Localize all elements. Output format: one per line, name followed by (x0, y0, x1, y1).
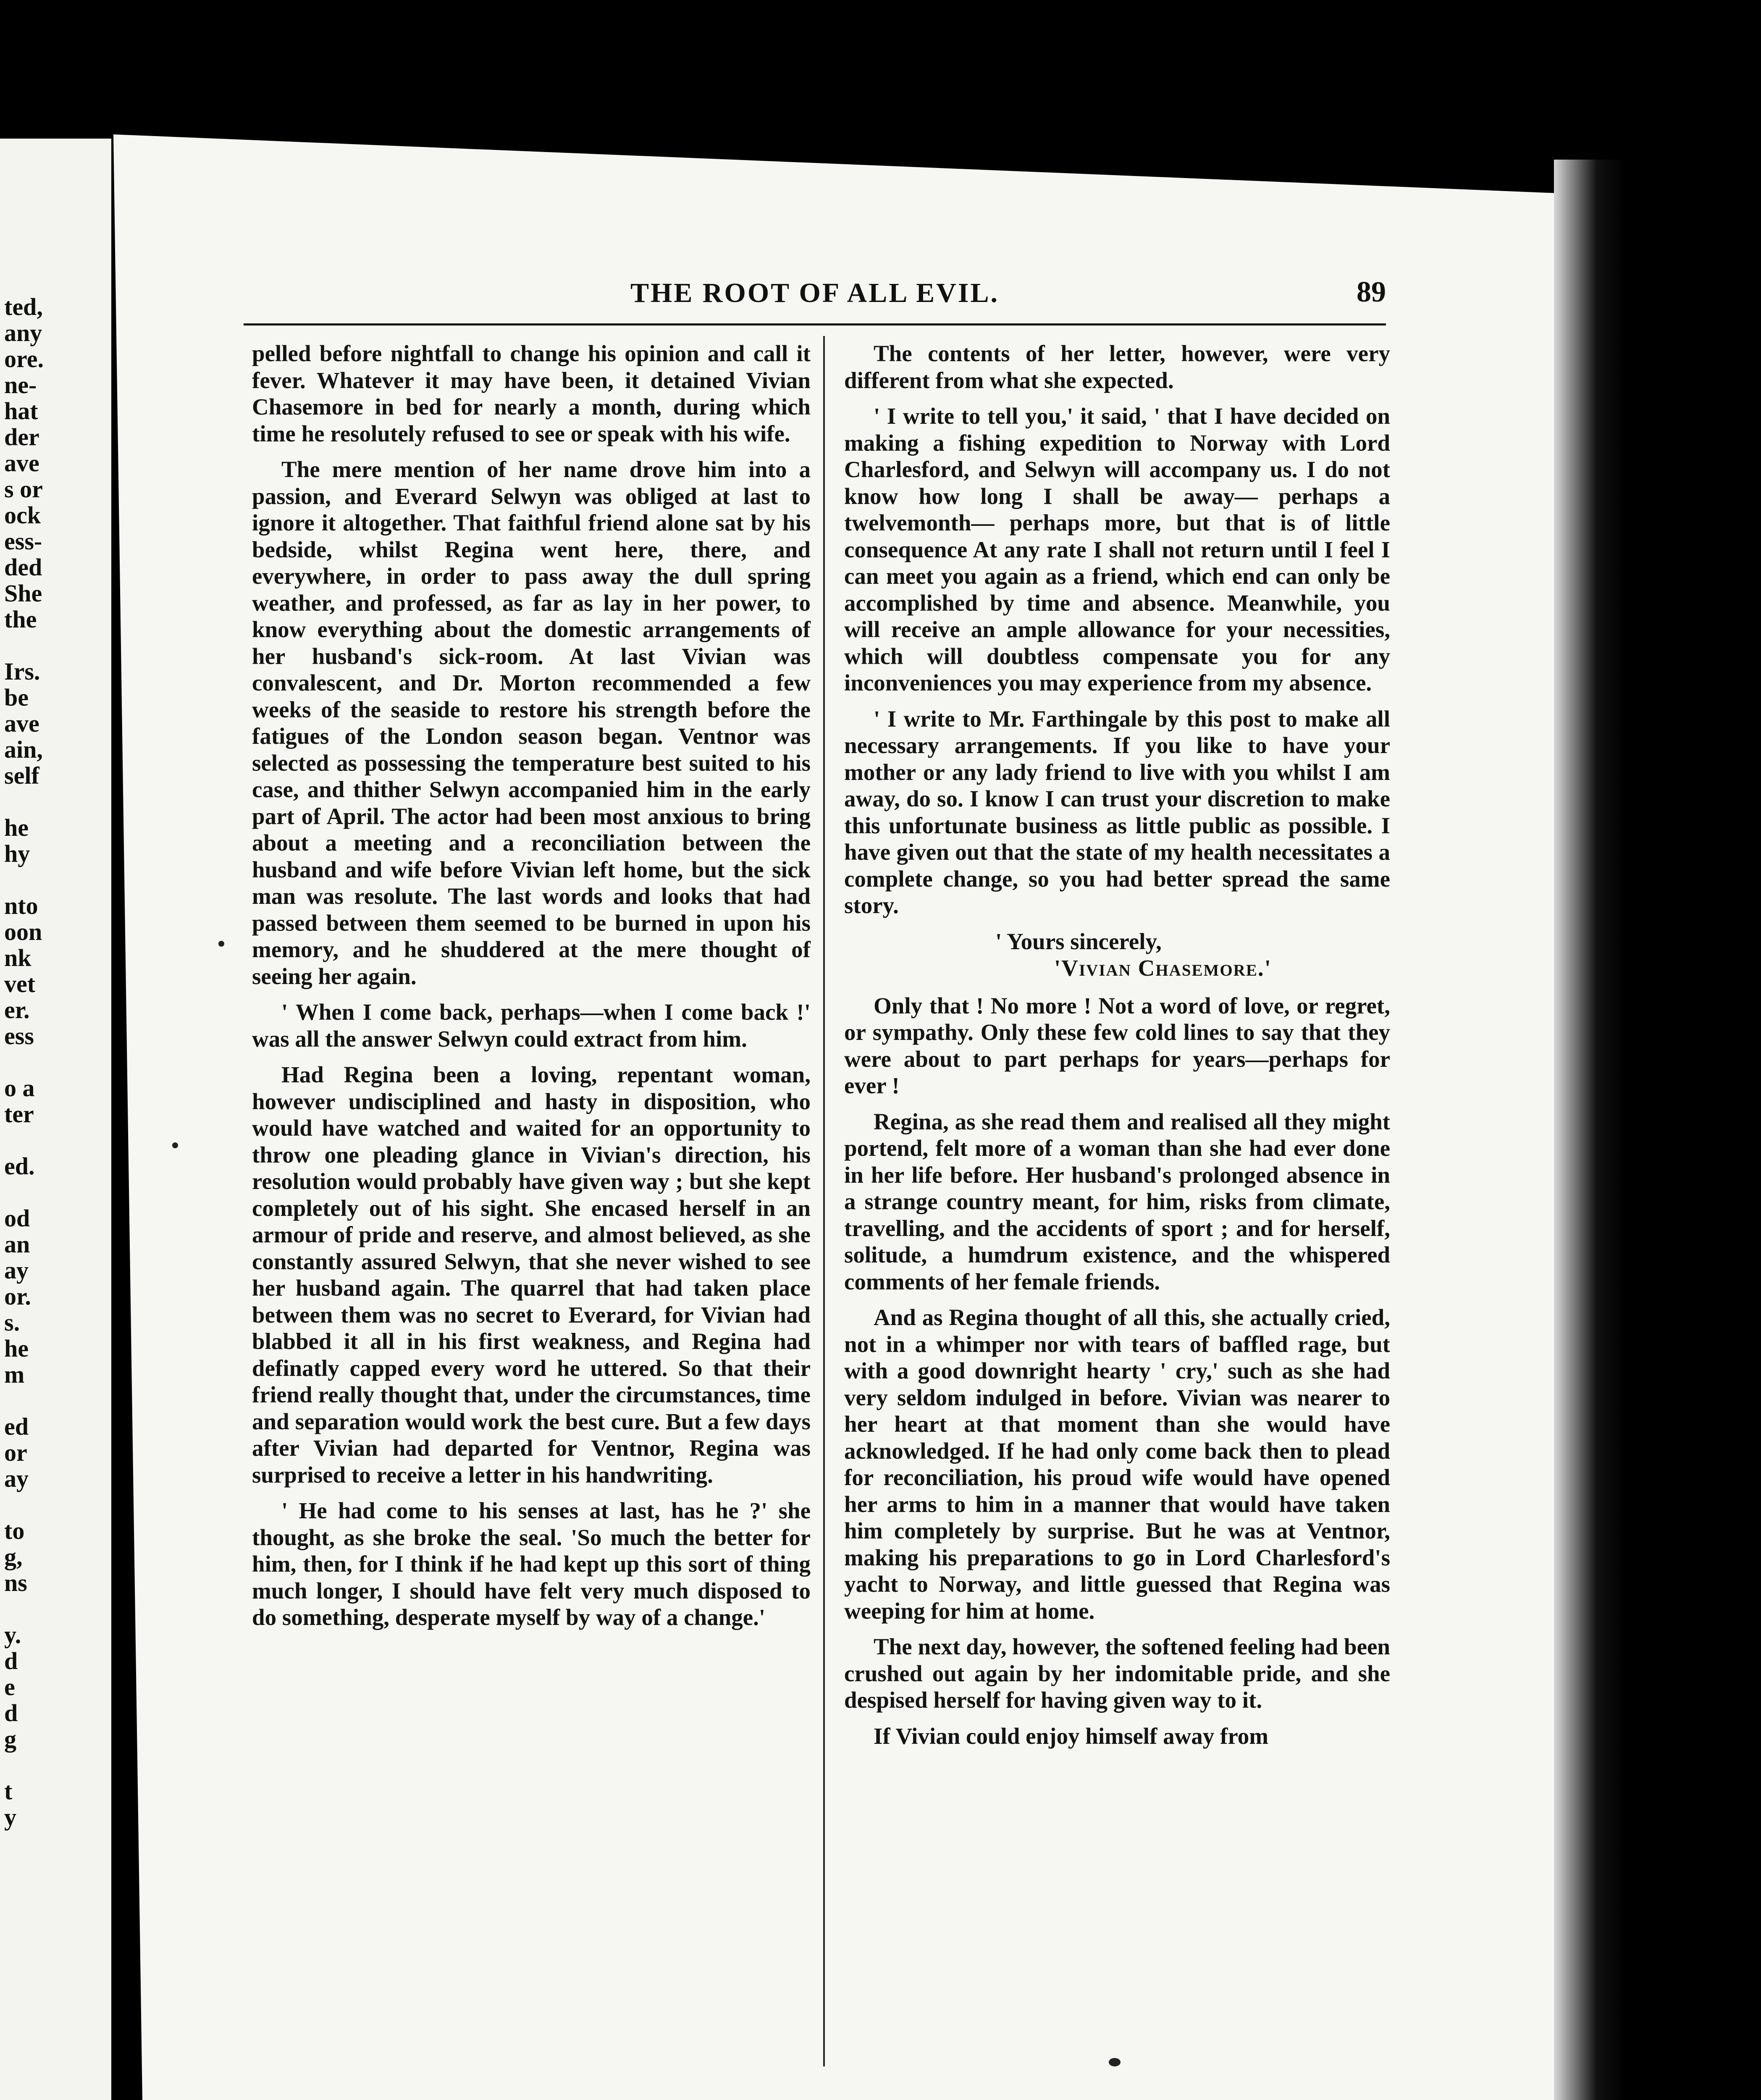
fragment-line: o a (4, 1074, 35, 1102)
print-speck (218, 941, 224, 947)
letter-paragraph: ' I write to Mr. Farthingale by this post to make all necessary arrangements. If you like to have your mother or any lady friend to live with you whilst I am away, do so. I know I can trust your discretion to make this unfortunate business as little public as possible. I have given out that the state of my health necessitates a complete change, so you had better spread the same story. (844, 706, 1390, 918)
fragment-line: any (4, 319, 42, 346)
fragment-line: ter (4, 1100, 34, 1128)
fragment-line: s or (4, 475, 43, 503)
paragraph: And as Regina thought of all this, she actually cried, not in a whimper nor with tears of baffled rage, but with a good downright hearty ' cry,' such as she had very seldom indulged in before. Vivian was nearer to her heart at that moment than she would have acknowledged. If he had only come back then to plead for reconciliation, his proud wife would have opened her arms to him in a manner that would have taken him completely by surprise. But he was at Ventnor, making his preparations to go in Lord Charlesford's yacht to Norway, and little guessed that Regina was weeping for him at home. (844, 1305, 1390, 1624)
page-title: THE ROOT OF ALL EVIL. (630, 278, 1000, 308)
fragment-line: ne- (4, 371, 37, 399)
fragment-line: nk (4, 944, 31, 971)
fragment-gap (4, 1492, 101, 1518)
fragment-line: ess (4, 1022, 34, 1050)
fragment-line: he (4, 1335, 29, 1362)
fragment-line: self (4, 762, 39, 789)
fragment-line: hat (4, 397, 38, 425)
paragraph: The next day, however, the softened feeling had been crushed out again by her indomitable pride, and she despised herself for having given way to it. (844, 1634, 1390, 1713)
fragment-line: ed. (4, 1152, 35, 1180)
fragment-line: ns (4, 1569, 27, 1596)
fragment-line: t (4, 1777, 13, 1805)
page-gutter-shadow (1554, 160, 1625, 2100)
print-speck (1109, 2058, 1121, 2066)
fragment-gap (4, 1388, 101, 1414)
paragraph: Regina, as she read them and realised all they might portend, felt more of a woman than she had ever done in her life before. Her husband's prolonged absence in a strange country meant, for him, risks from climate, travelling, and the accidents of sport ; and for herself, solitude, a humdrum existence, and the whispered comments of her female friends. (844, 1108, 1390, 1294)
column-divider (823, 336, 825, 2066)
page-number: 89 (1357, 276, 1386, 308)
previous-page-fragments (4, 294, 101, 1830)
fragment-line: d (4, 1699, 18, 1727)
fragment-line: an (4, 1231, 30, 1258)
sign-off-signature: 'Vivian Chasemore.' (1054, 955, 1272, 981)
paragraph: The mere mention of her name drove him into a passion, and Everard Selwyn was obliged at last to ignore it altogether. That faithful friend alone sat by his bedside, whilst Regina went here, there, and everywhere, in order to pass away the dull spring weather, and professed, as far as lay in her power, to know everything about the domestic arrangements of her husband's sick-room. At last Vivian was convalescent, and Dr. Morton recommended a few weeks of the seaside to restore his strength before the fatigues of the London season began. Ventnor was selected as possessing the temperature best suited to his case, and thither Selwyn accompanied him in the early part of April. The actor had been most anxious to bring about a meeting and a reconciliation between the husband and wife before Vivian left home, but the sick man was resolute. The last words and looks that had passed between them seemed to be burned in upon his memory, and he shuddered at the mere thought of seeing her again. (252, 457, 811, 989)
fragment-line: er. (4, 996, 30, 1024)
fragment-line: or (4, 1439, 27, 1466)
fragment-line: ess- (4, 528, 42, 555)
fragment-line: She (4, 580, 42, 607)
paragraph: ' When I come back, perhaps—when I come back !' was all the answer Selwyn could extract from him. (252, 999, 811, 1052)
fragment-line: m (4, 1361, 25, 1388)
fragment-line: ay (4, 1257, 29, 1284)
fragment-line: ain, (4, 736, 43, 763)
sign-off-salutation: ' Yours sincerely, (995, 928, 1162, 954)
fragment-line: ore. (4, 345, 44, 373)
fragment-gap (4, 1049, 101, 1075)
fragment-line: he (4, 814, 29, 841)
print-speck (172, 1142, 178, 1148)
fragment-line: ted, (4, 293, 43, 320)
fragment-line: g, (4, 1543, 23, 1570)
running-header (244, 273, 1386, 326)
paragraph: If Vivian could enjoy himself away from (874, 1723, 1269, 1749)
paragraph: Only that ! No more ! Not a word of love, or regret, or sympathy. Only these few cold lines to say that they were about to part perhaps for years—perhaps for ever ! (844, 992, 1390, 1098)
fragment-line: y. (4, 1621, 21, 1648)
fragment-gap (4, 1179, 101, 1205)
paragraph: The contents of her letter, however, were very different from what she expected. (844, 341, 1390, 393)
fragment-gap (4, 867, 101, 893)
fragment-line: Irs. (4, 658, 40, 685)
fragment-line: or. (4, 1283, 31, 1310)
fragment-line: od (4, 1205, 30, 1232)
fragment-line: der (4, 423, 39, 451)
letter-sign-off (844, 928, 1390, 982)
fragment-line: vet (4, 970, 36, 998)
fragment-line: ave (4, 449, 39, 477)
fragment-line: s. (4, 1309, 20, 1336)
fragment-gap (4, 789, 101, 815)
right-column (844, 340, 1390, 1749)
fragment-line: ock (4, 501, 41, 529)
left-column (252, 340, 811, 1631)
fragment-line: ded (4, 554, 42, 581)
fragment-line: ed (4, 1413, 29, 1440)
fragment-line: oon (4, 918, 42, 945)
fragment-gap (4, 1752, 101, 1778)
paragraph: ' He had come to his senses at last, has he ?' she thought, as she broke the seal. 'So much the better for him, then, for I think if he had kept up this sort of thing much longer, I should have felt very much disposed to do something, desperate myself by way of a change.' (252, 1498, 811, 1630)
fragment-line: e (4, 1673, 15, 1701)
paragraph: Had Regina been a loving, repentant woman, however undisciplined and hasty in disposition, who would have watched and waited for an opportunity to throw one pleading glance in Vivian's direction, his resolution would probably have given way ; but she kept completely out of his sight. She encased herself in an armour of pride and reserve, and almost believed, as she constantly assured Selwyn, that she never wished to see her husband again. The quarrel that had taken place between them was no secret to Everard, for Vivian had blabbed it all in his first weakness, and Regina had definatly capped every word he uttered. So that their friend really thought that, under the circumstances, time and separation would work the best cure. But a few days after Vivian had departed for Ventnor, Regina was surprised to receive a letter in his handwriting. (252, 1062, 811, 1488)
fragment-line: g (4, 1725, 16, 1753)
fragment-gap (4, 1596, 101, 1622)
fragment-line: to (4, 1517, 25, 1544)
fragment-gap (4, 633, 101, 659)
fragment-line: the (4, 606, 37, 633)
paragraph: pelled before nightfall to change his opinion and call it fever. Whatever it may have been, it detained Vivian Chasemore in bed for nearly a month, during which time he resolutely refused to see or speak with his wife. (252, 341, 811, 446)
letter-paragraph: ' I write to tell you,' it said, ' that I have decided on making a fishing expedition to Norway with Lord Charlesford, and Selwyn will accompany us. I do not know how long I shall be away— perhaps a twelvemonth— perhaps more, but that is of little consequence At any rate I shall not return until I feel I can meet you again as a friend, which end can only be accomplished by time and absence. Meanwhile, you will receive an ample allowance for your necessities, which will doubtless compensate you for any inconveniences you may experience from my absence. (844, 403, 1390, 696)
fragment-line: y (4, 1803, 16, 1831)
fragment-line: nto (4, 892, 38, 919)
fragment-line: ay (4, 1465, 29, 1492)
fragment-gap (4, 1127, 101, 1153)
fragment-line: ave (4, 710, 39, 737)
fragment-line: hy (4, 840, 30, 867)
fragment-line: d (4, 1647, 18, 1675)
fragment-line: be (4, 684, 29, 711)
